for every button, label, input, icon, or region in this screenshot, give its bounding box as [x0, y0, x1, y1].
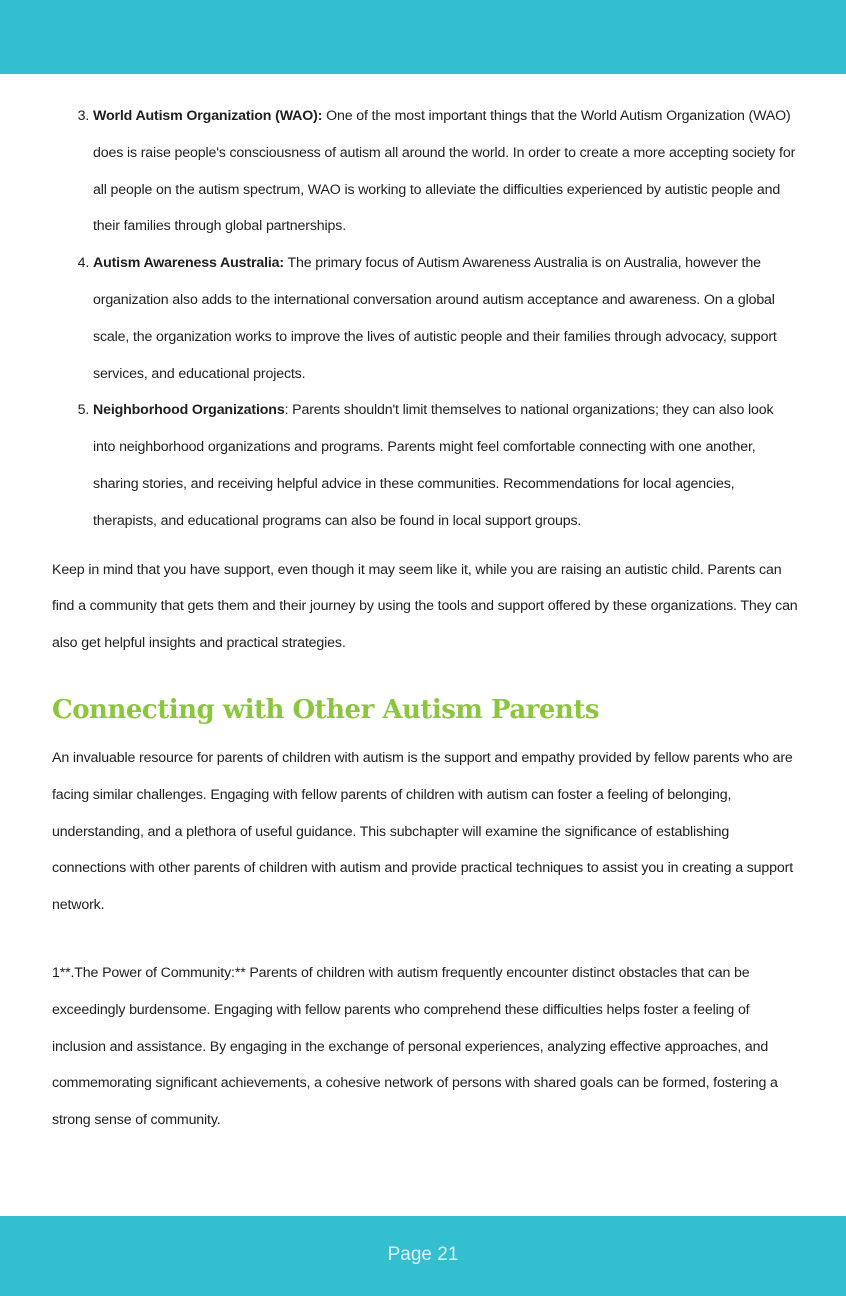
closing-paragraph: Keep in mind that you have support, even though it may seem like it, while you are raising an autistic child. Parents can find a community that gets them and their journey by using the tools and support offered by these organizations. They can also get helpful insights and practical strategies.: [52, 561, 798, 652]
list-item-wao: [93, 98, 798, 245]
list-item-neighborhood-organizations: [93, 392, 798, 539]
list-item-text: : Parents shouldn't limit themselves to national organizations; they can also look into neighborhood organizations and programs. Parents might feel comfortable connecting with one another, sharing stories, and receiving helpful advice in these communities. Recommendations for local agencies, therapists, and educational programs can also be found in local support groups.: [93, 402, 774, 529]
page-number: Page 21: [387, 1244, 459, 1265]
section-heading: Connecting with Other Autism Parents: [52, 694, 599, 725]
list-item-text: One of the most important things that the World Autism Organization (WAO) does is raise people's consciousness of autism all around the world. In order to create a more accepting society for all people on the autism spectrum, WAO is working to alleviate the difficulties experienced by autistic people and their families through global partnerships.: [93, 108, 796, 235]
section-intro-paragraph: An invaluable resource for parents of children with autism is the support and empathy provided by fellow parents who are facing similar challenges. Engaging with fellow parents of children with autism can foster a feeling of belonging, understanding, and a plethora of useful guidance. This subchapter will examine the significance of establishing connections with other parents of children with autism and provide practical techniques to assist you in creating a support network.: [52, 749, 793, 914]
header-banner: [0, 0, 846, 74]
list-item-text: The primary focus of Autism Awareness Australia is on Australia, however the organization also adds to the international conversation around autism acceptance and awareness. On a global scale, the organization works to improve the lives of autistic people and their families through advocacy, support services, and educational projects.: [93, 255, 777, 382]
page-content: [52, 98, 798, 1139]
list-item-title: World Autism Organization (WAO):: [93, 108, 323, 124]
list-item-title: Neighborhood Organizations: [93, 402, 285, 419]
organizations-list: [52, 98, 798, 540]
list-item-autism-awareness-australia: [93, 245, 798, 392]
power-of-community-paragraph: 1**.The Power of Community:** Parents of children with autism frequently encounter distinct obstacles that can be exceedingly burdensome. Engaging with fellow parents who comprehend these difficulties helps foster a feeling of inclusion and assistance. By engaging in the exchange of personal experiences, analyzing effective approaches, and commemorating significant achievements, a cohesive network of persons with shared goals can be formed, fostering a strong sense of community.: [52, 964, 778, 1129]
list-item-title: Autism Awareness Australia:: [93, 255, 284, 272]
